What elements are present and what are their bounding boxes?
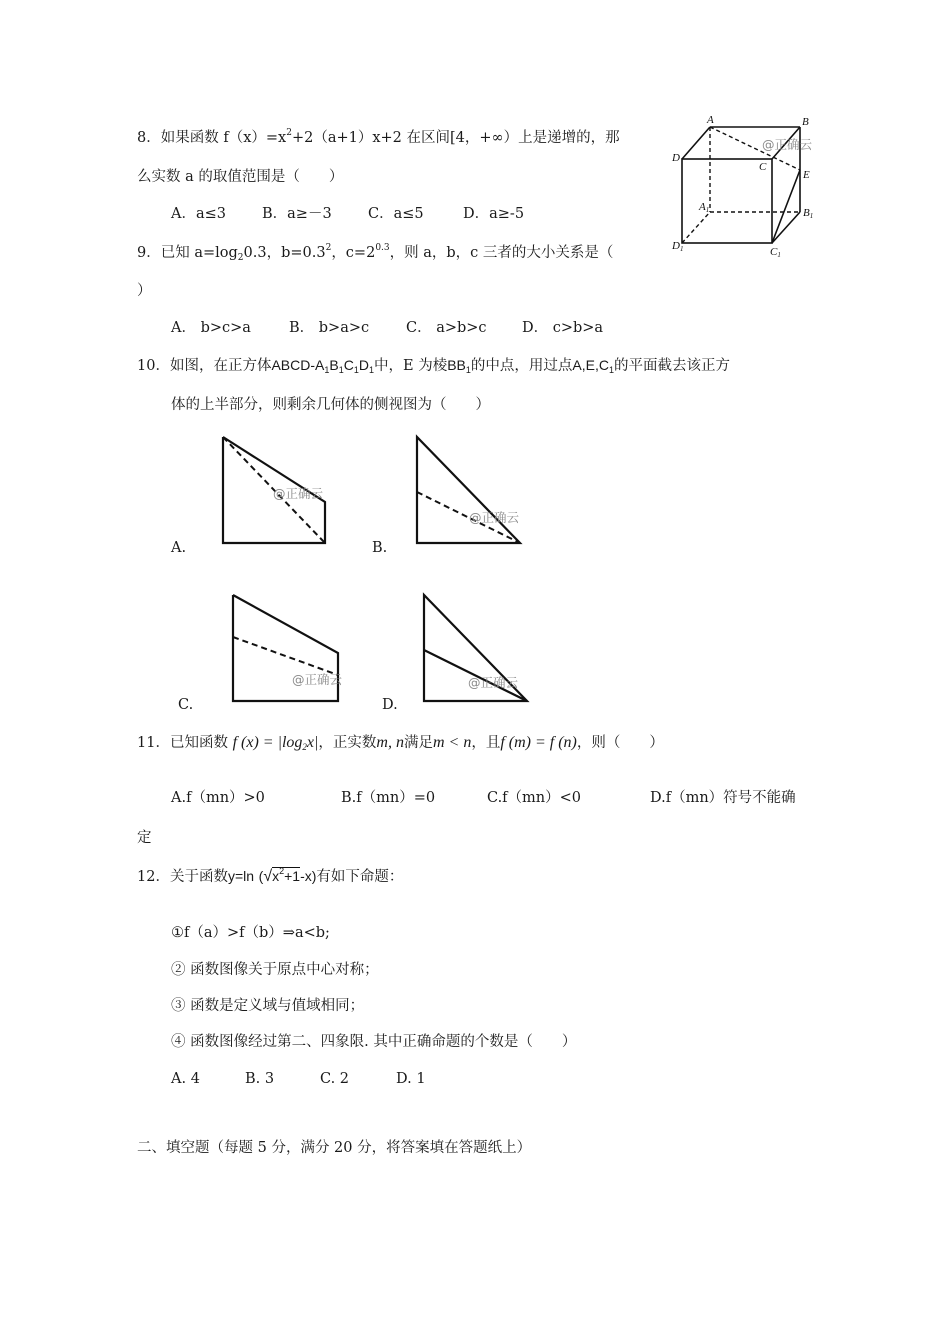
q9-log-base: 2 <box>237 253 244 263</box>
q10-text-c: 的中点，用过点 <box>470 358 573 374</box>
q10-text-b: 中，E 为棱 <box>374 358 448 374</box>
q8-exp: 2 <box>286 128 292 138</box>
label-D: D <box>672 152 680 164</box>
q11-option-c: C.f（mn）<0 <box>487 790 582 806</box>
watermark: @正确云 <box>468 675 519 690</box>
q11-equation: f (m) = f (n) <box>500 734 577 751</box>
q12-prop-1: ①f（a）>f（b）⇒a<b; <box>171 925 330 941</box>
q10-stem-line2: 体的上半部分，则剩余几何体的侧视图为（ ） <box>171 397 490 413</box>
q10-option-a-label: A. <box>171 540 187 556</box>
label-B1: B1 <box>803 207 814 220</box>
q10-cube-name: ABCD-$A_1B_1C_1D_1$ <box>271 357 375 375</box>
q9-text-b: 0.3，b=0.3 <box>243 245 326 261</box>
label-D1: D1 <box>672 240 684 253</box>
label-A: A <box>707 114 714 126</box>
q11-text-c: 满足 <box>403 735 433 751</box>
label-E: E <box>803 169 810 181</box>
watermark: @正确云 <box>273 486 324 501</box>
q12-prop-3: ③ 函数是定义域与值域相同； <box>171 998 365 1014</box>
q9-exp1: 2 <box>325 243 332 253</box>
q11-option-b: B.f（mn）=0 <box>341 790 436 806</box>
q10-option-b-label: B. <box>372 540 388 556</box>
q10-option-d-figure <box>419 590 534 706</box>
q10-option-b-figure <box>412 432 527 548</box>
q12-option-c: C. 2 <box>320 1071 350 1087</box>
q10-option-a-figure <box>218 432 333 548</box>
label-B: B <box>802 116 809 128</box>
q8-text-a: 8．如果函数 f（x）=x <box>137 130 287 146</box>
watermark: @正确云 <box>292 672 343 687</box>
edge-C1B1 <box>772 212 800 243</box>
q11-text-d: ，且 <box>471 735 501 751</box>
q12-function: y=ln <box>227 868 255 884</box>
q12-option-a: A. 4 <box>171 1071 200 1087</box>
q12-option-b: B. 3 <box>245 1071 275 1087</box>
q8-text-b: +2（a+1）x+2 在区间[4，+∞）上是递增的，那 <box>291 130 620 146</box>
q11-stem <box>137 733 664 753</box>
q8-stem-line1 <box>137 128 620 147</box>
fig-b-outline <box>417 437 520 543</box>
segment-C1E <box>772 170 800 243</box>
q10-text-d: 的平面截去该正方 <box>614 358 731 374</box>
q11-text-e: ，则（ ） <box>576 735 664 751</box>
q10-option-d-label: D. <box>382 697 398 713</box>
q10-points: $A,E,C_1$ <box>572 357 615 375</box>
q8-stem-line2: 么实数 a 的取值范围是（ ） <box>137 169 344 185</box>
q11-option-d: D.f（mn）符号不能确 <box>650 790 796 806</box>
q12-prop-4: ④ 函数图像经过第二、四象限. 其中正确命题的个数是（ ） <box>171 1034 577 1050</box>
q9-option-c: C． a>b>c <box>406 320 487 336</box>
q11-text-b: ，正实数 <box>318 735 377 751</box>
q8-option-d: D．a≥-5 <box>463 206 525 222</box>
q10-edge: $BB_1$ <box>447 357 471 375</box>
q10-option-c-figure <box>228 590 346 706</box>
watermark: @正确云 <box>469 510 520 525</box>
edge-D1A1 <box>682 212 710 243</box>
q9-stem-line1 <box>137 243 613 264</box>
section-2-heading: 二、填空题（每题 5 分，满分 20 分，将答案填在答题纸上） <box>137 1140 532 1156</box>
q9-text-c: ，c=2 <box>331 245 376 261</box>
q9-stem-line2: ） <box>137 283 152 299</box>
q12-text-b: 有如下命题： <box>316 869 404 885</box>
watermark: @正确云 <box>762 137 813 152</box>
q8-option-c: C．a≤5 <box>368 206 424 222</box>
cube-figure <box>670 112 820 260</box>
q12-prop-2: ② 函数图像关于原点中心对称； <box>171 962 379 978</box>
q11-mn: m, n <box>376 734 404 751</box>
q12-option-d: D. 1 <box>396 1071 426 1087</box>
q11-option-a: A.f（mn）>0 <box>171 790 265 806</box>
q9-text-a: 9．已知 a=log <box>137 245 238 261</box>
q8-option-b: B．a≥－3 <box>262 206 332 222</box>
label-C1: C1 <box>770 246 781 259</box>
q11-option-d-wrap: 定 <box>137 830 152 846</box>
q12-sqrt-expr: $(√x^2+1-x)$ <box>258 866 317 885</box>
q8-option-a: A．a≤3 <box>171 206 226 222</box>
q9-text-d: ，则 a，b，c 三者的大小关系是（ <box>389 245 614 261</box>
q10-option-c-label: C. <box>178 697 194 713</box>
q10-stem-line1 <box>137 357 730 376</box>
q9-option-d: D． c>b>a <box>522 320 604 336</box>
label-C: C <box>759 161 767 173</box>
q9-option-a: A． b>c>a <box>171 320 251 336</box>
q12-text-a: 12．关于函数 <box>137 869 228 885</box>
q9-exp2: 0.3 <box>375 243 390 253</box>
q12-stem <box>137 866 403 886</box>
q11-text-a: 11．已知函数 <box>137 735 228 751</box>
fig-c-dashed <box>233 637 338 675</box>
label-A1: A1 <box>699 201 710 214</box>
q9-option-b: B． b>a>c <box>289 320 370 336</box>
q11-function-def: f $(x) = |\log_2x|$ <box>232 734 319 752</box>
edge-DA <box>682 127 710 159</box>
q10-text-a: 10．如图，在正方体 <box>137 358 272 374</box>
q11-condition: m < n <box>432 734 472 751</box>
